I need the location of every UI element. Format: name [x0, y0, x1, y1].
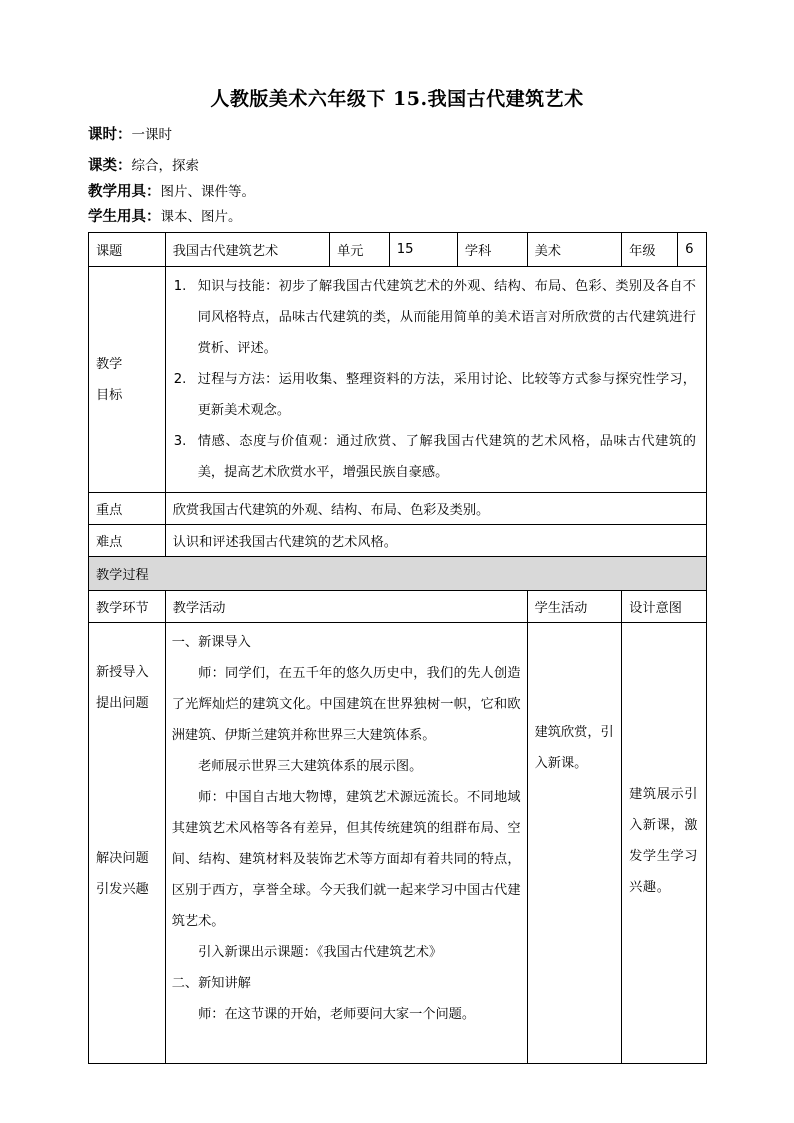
key-point-row — [89, 493, 707, 525]
col-stage: 教学环节 — [89, 591, 166, 623]
process-columns-row — [89, 591, 707, 623]
teacher-tools-value: 图片、课件等。 — [160, 184, 255, 200]
subject-label: 学科 — [457, 233, 527, 267]
key-point-label: 重点 — [89, 493, 166, 525]
stage-cell — [89, 623, 166, 1064]
goal-text: 过程与方法：运用收集、整理资料的方法，采用讨论、比较等方式参与探究性学习，更新美术观念。 — [197, 372, 696, 418]
student-tools — [88, 208, 242, 226]
activity-heading: 二、新知讲解 — [171, 976, 251, 991]
difficulty-label: 难点 — [89, 525, 166, 557]
process-body-row — [89, 623, 707, 1064]
goal-item — [174, 364, 696, 426]
lesson-time-value: 一课时 — [131, 127, 172, 143]
student-tools-value: 课本、图片。 — [160, 209, 242, 225]
student-activity-cell — [527, 623, 622, 1064]
student-activity-text: 建筑欣赏，引入新课。 — [534, 725, 614, 771]
lesson-type-value: 综合，探索 — [131, 158, 199, 174]
unit-value: 15 — [389, 233, 457, 267]
difficulty-text: 认识和评述我国古代建筑的艺术风格。 — [165, 525, 706, 557]
page-title: 人教版美术六年级下 15.我国古代建筑艺术 — [210, 88, 584, 110]
grade-label: 年级 — [622, 233, 678, 267]
design-intent-cell — [622, 623, 707, 1064]
key-point-text: 欣赏我国古代建筑的外观、结构、布局、色彩及类别。 — [165, 493, 706, 525]
lesson-type — [88, 157, 199, 175]
goal-number: 1. — [173, 279, 187, 294]
col-activity: 教学活动 — [165, 591, 527, 623]
process-header-row — [89, 557, 707, 591]
subject-value: 美术 — [527, 233, 622, 267]
goal-item — [174, 271, 696, 364]
goal-number: 3. — [173, 434, 187, 449]
col-design: 设计意图 — [622, 591, 707, 623]
teacher-tools — [88, 183, 255, 201]
teacher-tools-label: 教学用具： — [88, 184, 161, 200]
topic-label: 课题 — [89, 233, 166, 267]
activity-paragraph: 师：同学们，在五千年的悠久历史中，我们的先人创造了光辉灿烂的建筑文化。中国建筑在世界独树一帜，它和欧洲建筑、伊斯兰建筑并称世界三大建筑体系。 — [171, 666, 521, 743]
lesson-plan-table — [88, 232, 707, 1064]
lesson-time-label: 课时： — [88, 127, 132, 143]
student-tools-label: 学生用具： — [88, 209, 161, 225]
header-row — [89, 233, 707, 267]
unit-label: 单元 — [330, 233, 390, 267]
design-intent-text: 建筑展示引入新课，激发学生学习兴趣。 — [629, 787, 699, 895]
activity-paragraph: 老师展示世界三大建筑体系的展示图。 — [198, 759, 423, 774]
activity-cell — [165, 623, 527, 1064]
stage-intro: 新授导入提出问题 — [96, 665, 149, 711]
difficulty-row — [89, 525, 707, 557]
goal-item — [174, 426, 696, 488]
goals-label: 教学目标 — [89, 267, 166, 493]
process-header: 教学过程 — [89, 557, 707, 591]
stage-solve: 解决问题引发兴趣 — [96, 851, 149, 897]
activity-paragraph: 师：在这节课的开始，老师要问大家一个问题。 — [198, 1007, 476, 1022]
goals-row — [89, 267, 707, 493]
goal-text: 知识与技能：初步了解我国古代建筑艺术的外观、结构、布局、色彩、类别及各自不同风格特点，品味古代建筑的类，从而能用简单的美术语言对所欣赏的古代建筑进行赏析、评述。 — [197, 279, 696, 356]
goals-content — [165, 267, 706, 493]
activity-paragraph: 引入新课出示课题：《我国古代建筑艺术》 — [198, 945, 443, 960]
goal-text: 情感、态度与价值观：通过欣赏、了解我国古代建筑的艺术风格，品味古代建筑的美，提高艺术欣赏水平，增强民族自豪感。 — [197, 434, 696, 480]
topic-value: 我国古代建筑艺术 — [165, 233, 329, 267]
lesson-time — [88, 126, 172, 144]
activity-heading: 一、新课导入 — [171, 635, 251, 650]
lesson-type-label: 课类： — [88, 158, 132, 174]
goal-number: 2. — [173, 372, 187, 387]
col-student: 学生活动 — [527, 591, 622, 623]
activity-paragraph: 师：中国自古地大物博，建筑艺术源远流长。不同地域其建筑艺术风格等各有差异，但其传统建筑的组群布局、空间、结构、建筑材料及装饰艺术等方面却有着共同的特点，区别于西方，享誉全球。今天我们就一起来学习中国古代建筑艺术。 — [171, 790, 521, 929]
grade-value: 6 — [678, 233, 707, 267]
